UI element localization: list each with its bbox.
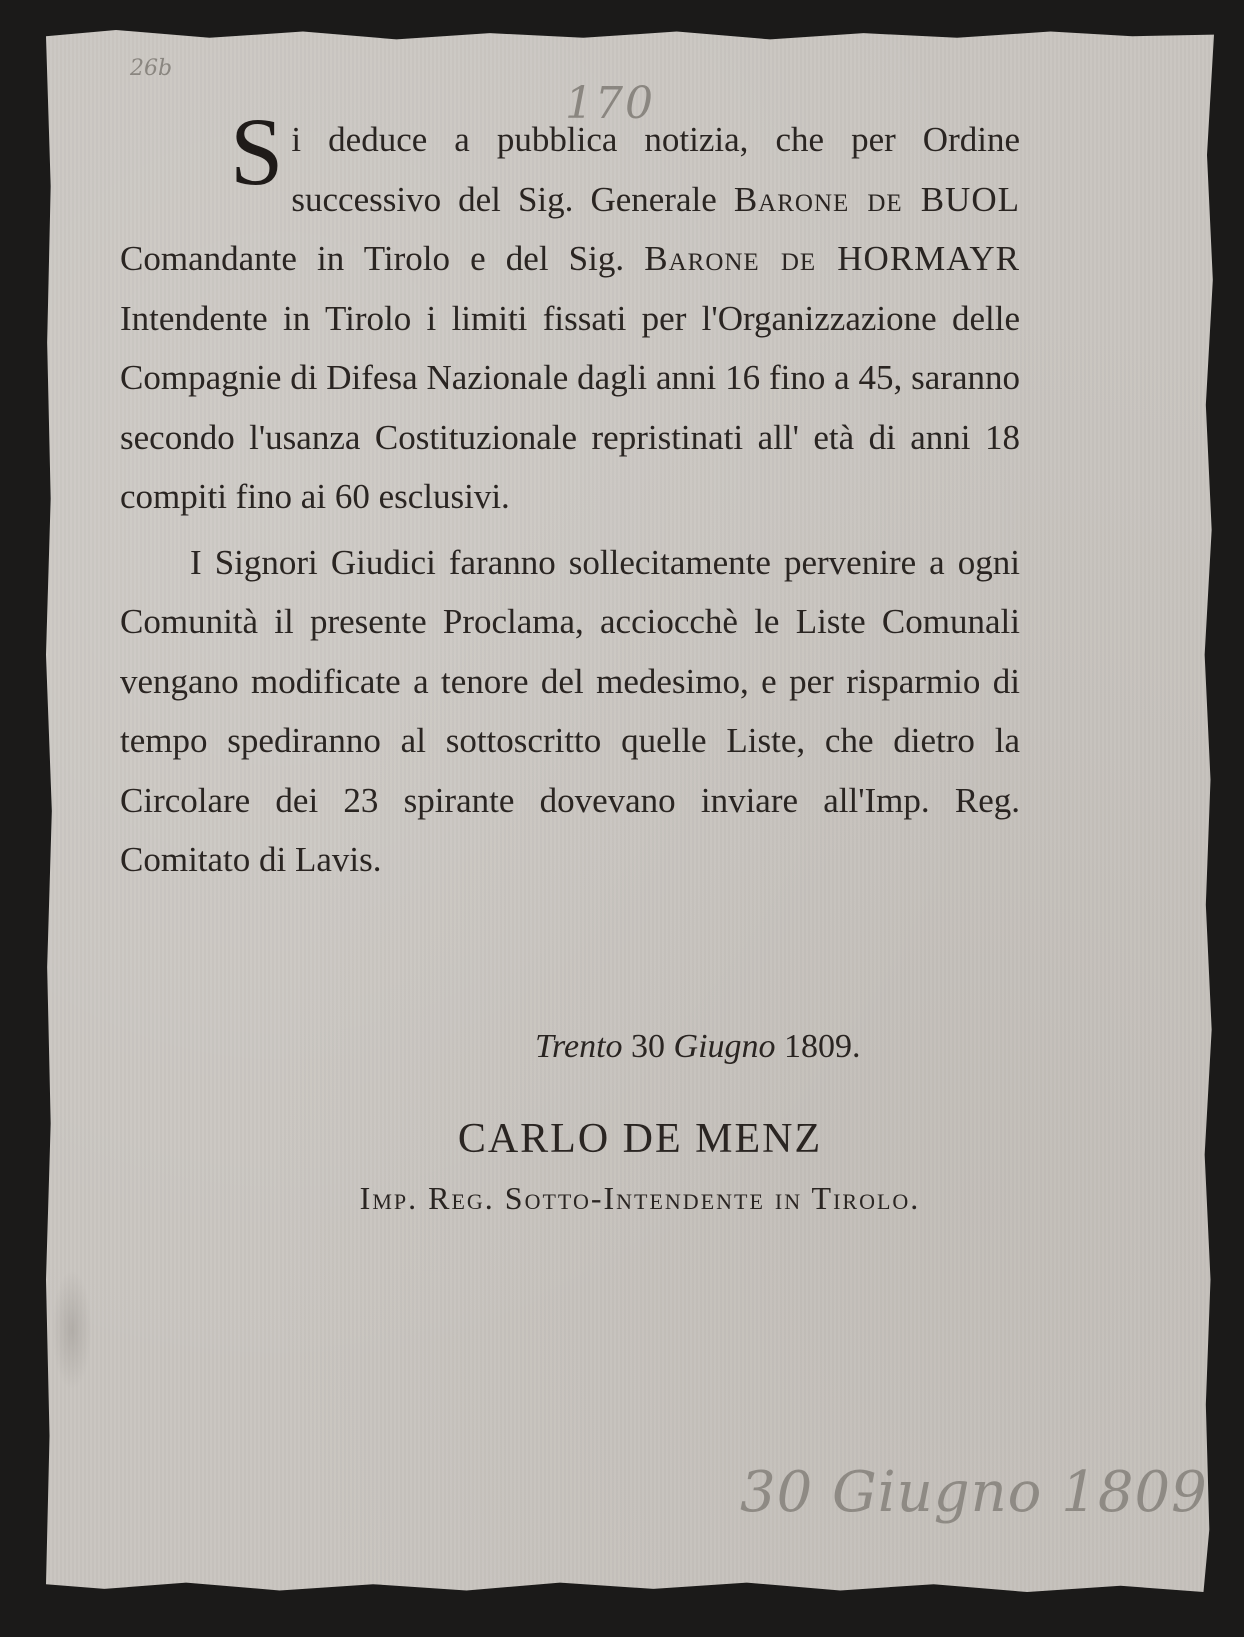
name-buol: Barone de BUOL [733, 179, 1020, 219]
paragraph-1-part-a: i deduce a pubblica notizia, che per Ordine successivo del Sig. Generale [291, 120, 1020, 219]
paragraph-1-part-b: Comandante in Tirolo e del Sig. [120, 239, 645, 278]
dateline-day: 30 [631, 1028, 666, 1065]
paragraph-2: I Signori Giudici faranno sollecitamente pervenire a ogni Comunità il presente Proclama, acciocchè le Liste Comunali vengano modificate a tenore del medesimo, e per risparmio di tempo spediranno al sottoscritto quelle Liste, che dietro la Circolare dei 23 spirante dovevano inviare all'Imp. Reg. Comitato di Lavis. [120, 542, 1020, 879]
dateline [535, 1028, 861, 1066]
pencil-note-bottom-date: 30 Giugno 1809 [740, 1460, 1208, 1525]
dateline-month: Giugno [673, 1028, 776, 1065]
dateline-place: Trento [535, 1028, 623, 1065]
paper-stain [52, 1270, 92, 1390]
signer-name: CARLO DE MENZ [457, 1116, 823, 1162]
pencil-note-top-center: 170 [565, 78, 655, 129]
pencil-note-top-left: 26b [130, 56, 173, 81]
paragraph-1-part-c: Intendente in Tirolo i limiti fissati per l'Organizzazione delle Compagnie di Difesa Nazionale dagli anni 16 fino a 45, saranno secondo l'usanza Costituzionale repristinati all' età di anni 18 compiti fino ai 60 esclusivi. [120, 298, 1020, 516]
drop-cap: S [230, 98, 284, 205]
name-hormayr: Barone de HORMAYR [644, 239, 1020, 278]
signer-title: Imp. Reg. Sotto-Intendente in Tirolo. [359, 1180, 921, 1216]
dateline-year: 1809. [784, 1028, 861, 1065]
